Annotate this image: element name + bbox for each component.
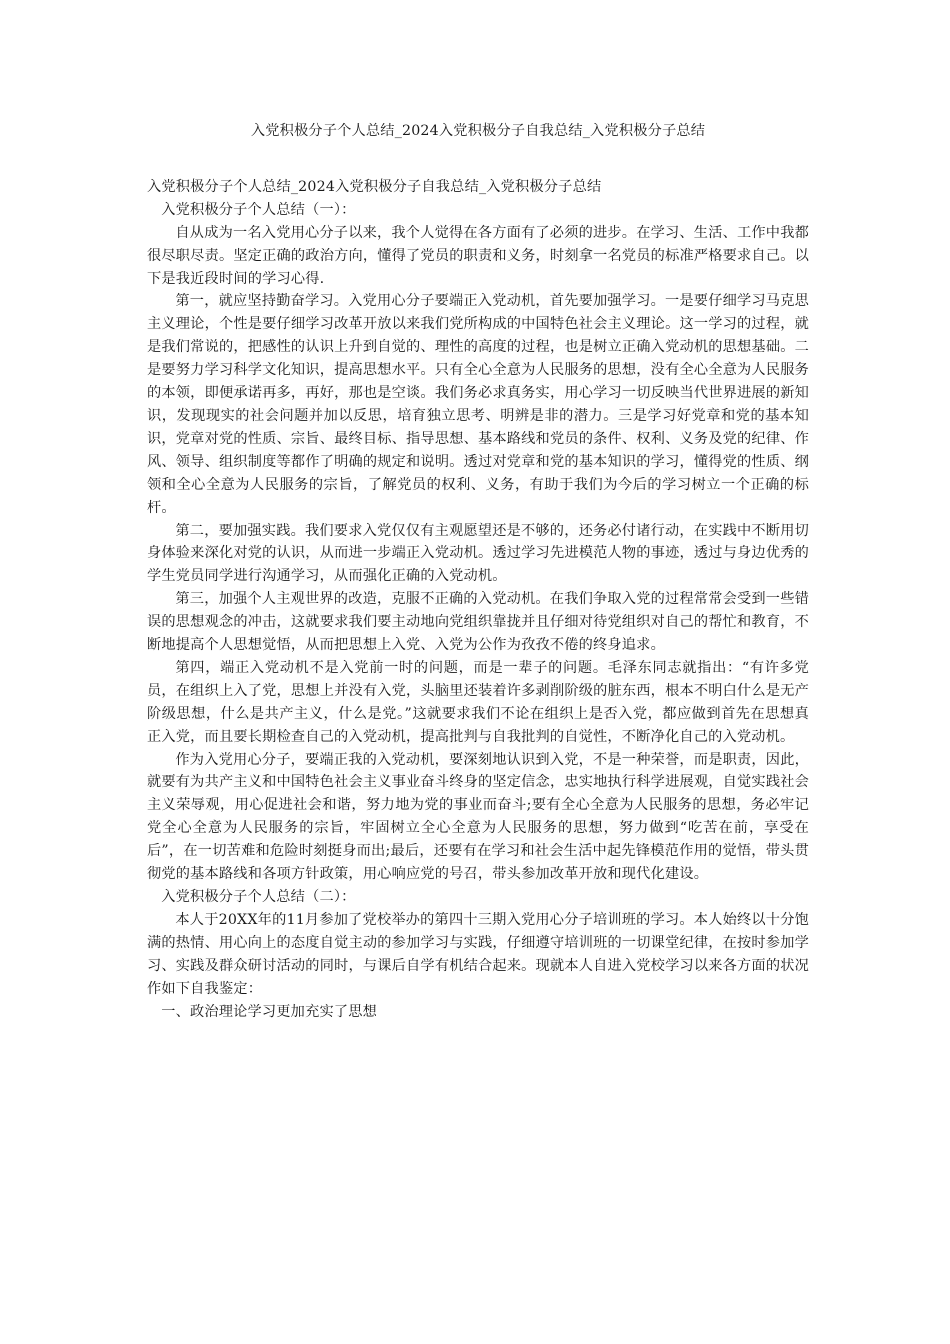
section-heading-2: 入党积极分子个人总结（二）： xyxy=(161,889,356,905)
paragraph: 自从成为一名入党用心分子以来，我个人觉得在各方面有了必须的进步。在学习、生活、工作中我都很尽职尽责。坚定正确的政治方向，懂得了党员的职责和义务，时刻拿一名党员的标准严格要求自己。以下是我近段时间的学习心得. xyxy=(147,224,809,287)
section-heading-1: 入党积极分子个人总结（一）： xyxy=(161,201,356,218)
paragraph: 本人于20XX年的11月参加了党校举办的第四十三期入党用心分子培训班的学习。本人始终以十分饱满的热情、用心向上的态度自觉主动的参加学习与实践，仔细遵守培训班的一切课堂纪律，在按时参加学习、实践及群众研讨活动的同时，与课后自学有机结合起来。现就本人自进入党校学习以来各方面的状况作如下自我鉴定： xyxy=(147,911,809,997)
paragraph: 第一，就应坚持勤奋学习。入党用心分子要端正入党动机，首先要加强学习。一是要仔细学习马克思主义理论，个性是要仔细学习改革开放以来我们党所构成的中国特色社会主义理论。这一学习的过程，就是我们常说的，把感性的认识上升到自觉的、理性的高度的过程，也是树立正确入党动机的思想基础。二是要努力学习科学文化知识，提高思想水平。只有全心全意为人民服务的思想，没有全心全意为人民服务的本领，即便承诺再多，再好，那也是空谈。我们务必求真务实，用心学习一切反映当代世界进展的新知识，发现现实的社会问题并加以反思，培育独立思考、明辨是非的潜力。三是学习好党章和党的基本知识，党章对党的性质、宗旨、最终目标、指导思想、基本路线和党员的条件、权利、义务及党的纪律、作风、领导、组织制度等都作了明确的规定和说明。透过对党章和党的基本知识的学习，懂得党的性质、纲领和全心全意为人民服务的宗旨，了解党员的权利、义务，有助于我们为今后的学习树立一个正确的标杆。 xyxy=(147,293,809,516)
subheading: 一、政治理论学习更加充实了思想 xyxy=(161,1003,378,1020)
document-subtitle: 入党积极分子个人总结_2024入党积极分子自我总结_入党积极分子总结 xyxy=(147,178,602,195)
paragraph: 第四，端正入党动机不是入党前一时的问题，而是一辈子的问题。毛泽东同志就指出：“有许多党员，在组织上入了党，思想上并没有入党，头脑里还装着许多剥削阶级的脏东西，根本不明白什么是无产阶级思想，什么是共产主义，什么是党。”这就要求我们不论在组织上是否入党，都应做到首先在思想真正入党，而且要长期检查自己的入党动机，提高批判与自我批判的自觉性，不断净化自己的入党动机。 xyxy=(147,659,809,745)
document-body xyxy=(147,120,809,1023)
paragraph: 作为入党用心分子，要端正我的入党动机，要深刻地认识到入党，不是一种荣誉，而是职责，因此，就要有为共产主义和中国特色社会主义事业奋斗终身的坚定信念，忠实地执行科学进展观，自觉实践社会主义荣辱观，用心促进社会和谐，努力地为党的事业而奋斗;要有全心全意为人民服务的思想，务必牢记党全心全意为人民服务的宗旨，牢固树立全心全意为人民服务的思想，努力做到“吃苦在前，享受在后”，在一切苦难和危险时刻挺身而出;最后，还要有在学习和社会生活中起先锋模范作用的觉悟，带头贯彻党的基本路线和各项方针政策，用心响应党的号召，带头参加改革开放和现代化建设。 xyxy=(147,751,809,883)
document-title: 入党积极分子个人总结_2024入党积极分子自我总结_入党积极分子总结 xyxy=(250,123,706,139)
paragraph: 第二，要加强实践。我们要求入党仅仅有主观愿望还是不够的，还务必付诸行动，在实践中不断用切身体验来深化对党的认识，从而进一步端正入党动机。透过学习先进模范人物的事迹，透过与身边优秀的学生党员同学进行沟通学习，从而强化正确的入党动机。 xyxy=(147,522,809,585)
paragraph: 第三，加强个人主观世界的改造，克服不正确的入党动机。在我们争取入党的过程常常会受到一些错误的思想观念的冲击，这就要求我们要主动地向党组织靠拢并且仔细对待党组织对自己的帮忙和教育，不断地提高个人思想觉悟，从而把思想上入党、入党为公作为孜孜不倦的终身追求。 xyxy=(147,591,809,654)
